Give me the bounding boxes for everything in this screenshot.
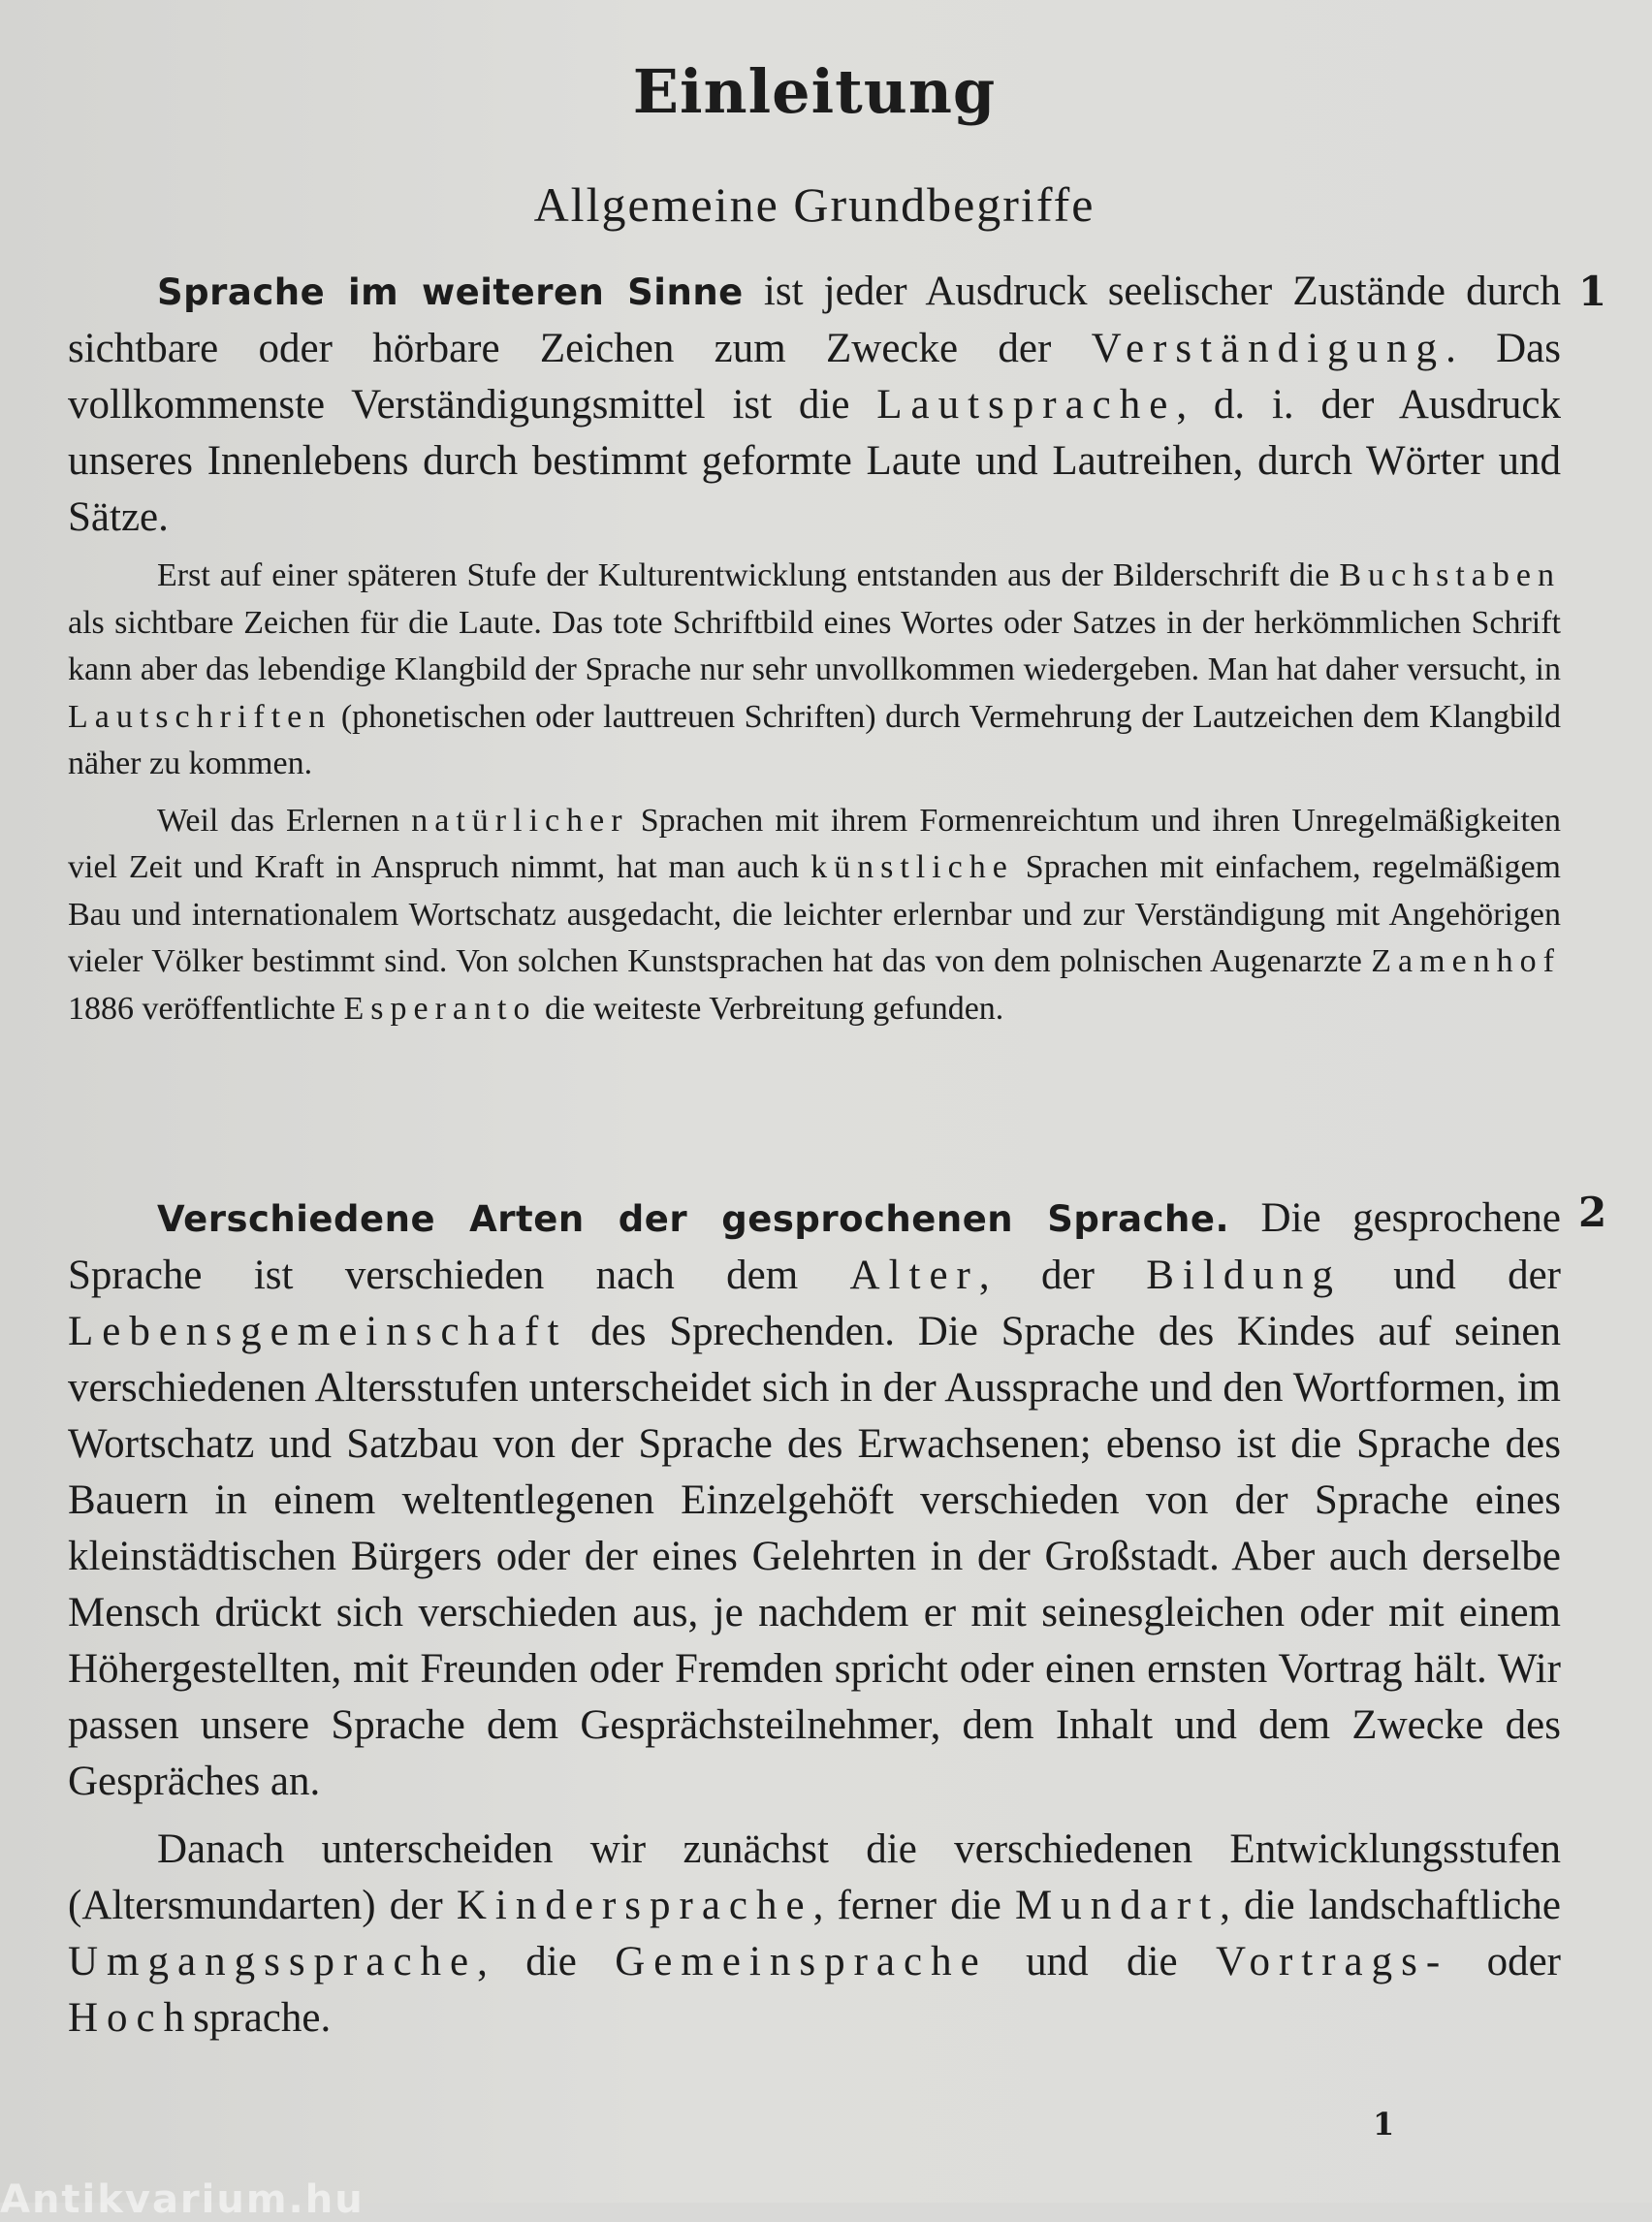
spaced-term: Kindersprache bbox=[456, 1883, 813, 1928]
paragraph-arten: Verschiedene Arten der gesprochenen Sprache. Die gesprochene Sprache ist verschieden nach dem Alter, der Bildung und der Lebensgemeinschaft des Sprechenden. Die Sprache des Kindes auf seinen verschiedenen Altersstufen unterscheidet sich in der Aussprache und den Wortformen, im Wortschatz und Satzbau von der Sprache des Erwachsenen; ebenso ist die Sprache des Bauern in einem weltentlegenen Einzelgehöft verschieden von der Sprache eines kleinstädtischen Bürgers oder der eines Gelehrten in der Großstadt. Aber auch derselbe Mensch drückt sich verschieden aus, je nachdem er mit seinesgleichen oder mit einem Höhergestellten, mit Freunden oder Fremden spricht oder einen ernsten Vortrag hält. Wir passen unsere Sprache dem Gesprächsteilnehmer, dem Inhalt und dem Zwecke des Gespräches an. bbox=[68, 1195, 1562, 1804]
spaced-term: Lautschriften bbox=[68, 698, 333, 735]
paragraph-definition: Sprache im weiteren Sinne ist jeder Ausdruck seelischer Zustände durch sichtbare oder hörbare Zeichen zum Zwecke der Verständigung. Das vollkommenste Verständigungsmittel ist die Lautsprache, d. i. der Ausdruck unseres Innenlebens durch bestimmt geformte Laute und Lautreihen, durch Wörter und Sätze. bbox=[68, 269, 1562, 540]
spaced-term: Verständigung bbox=[1091, 326, 1446, 371]
spaced-term: Vortrags- bbox=[1215, 1939, 1449, 1984]
page-subtitle: Allgemeine Grundbegriffe bbox=[533, 177, 1096, 232]
term-sprache: Sprache im weiteren Sinne bbox=[157, 271, 744, 313]
section-marker-2: 2 bbox=[1578, 1189, 1607, 1236]
spaced-term: Gemeinsprache bbox=[615, 1939, 988, 1984]
spaced-term: Zamenhof bbox=[1371, 943, 1561, 979]
term-arten: Verschiedene Arten der gesprochenen Sprache. bbox=[157, 1198, 1230, 1240]
paragraph-schrift: Erst auf einer späteren Stufe der Kulturentwicklung entstanden aus der Bilderschrift die Buchstaben als sichtbare Zeichen für die Laute. Das tote Schriftbild eines Wortes oder Satzes in der herkömmlichen Schrift kann aber das lebendige Klangbild der Sprache nur sehr unvollkommen wiedergeben. Man hat daher versucht, in Lautschriften (phonetischen oder lauttreuen Schriften) durch Vermehrung der Lautzeichen dem Klangbild näher zu kommen. bbox=[68, 557, 1561, 781]
section-2 bbox=[68, 1190, 1561, 2047]
page-number: 1 bbox=[1373, 2106, 1395, 2143]
spaced-term: Umgangssprache bbox=[68, 1939, 478, 1984]
spaced-term: Hoch bbox=[68, 1995, 194, 2041]
spaced-term: künstliche bbox=[810, 849, 1014, 885]
watermark: Antikvarium.hu bbox=[0, 2177, 365, 2222]
section-marker-1: 1 bbox=[1578, 268, 1607, 315]
spaced-term: Lebensgemeinschaft bbox=[68, 1309, 568, 1354]
spaced-term: Alter bbox=[849, 1253, 979, 1298]
spaced-term: Lautsprache bbox=[876, 382, 1177, 428]
page-title: Einleitung bbox=[632, 56, 997, 127]
section-1 bbox=[68, 264, 1561, 546]
paragraph-stufen: Danach unterscheiden wir zunächst die verschiedenen Entwicklungsstufen (Altersmundarten) der Kindersprache, ferner die Mundart, die landschaftliche Umgangssprache, die Gemeinsprache und die Vortrags- oder Hochsprache. bbox=[68, 1826, 1561, 2041]
spaced-term: natürlicher bbox=[411, 802, 629, 839]
spaced-term: Bildung bbox=[1146, 1253, 1342, 1298]
spaced-term: Esperanto bbox=[343, 990, 537, 1027]
spaced-term: Mundart bbox=[1015, 1883, 1221, 1928]
spaced-term: Buchstaben bbox=[1339, 557, 1561, 593]
section-1-notes bbox=[68, 553, 1561, 1032]
paragraph-kunstsprachen: Weil das Erlernen natürlicher Sprachen mit ihrem Formenreichtum und ihren Unregelmäßigkeiten viel Zeit und Kraft in Anspruch nimmt, hat man auch künstliche Sprachen mit einfachem, regelmäßigem Bau und internationalem Wortschatz ausgedacht, die leichter erlernbar und zur Verständigung mit Angehörigen vieler Völker bestimmt sind. Von solchen Kunstsprachen hat das von dem polnischen Augenarzte Zamenhof 1886 veröffentlichte Esperanto die weiteste Verbreitung gefunden. bbox=[68, 802, 1561, 1027]
